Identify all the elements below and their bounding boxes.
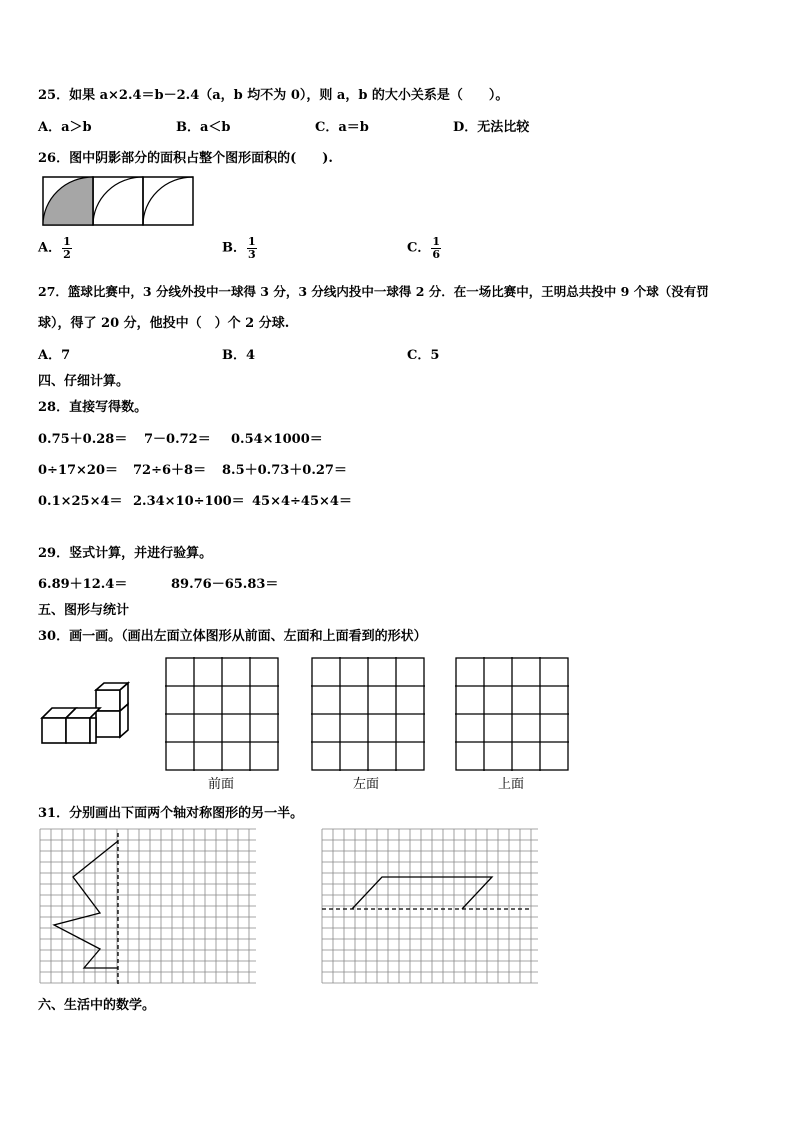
q26-option-c: C． $\frac{1}{6}$ [407, 235, 441, 261]
q29-item: 89.76－65.83＝ [171, 577, 279, 592]
q31-grid-left[interactable] [40, 829, 258, 985]
q28-stem: 28．直接写得数。 [38, 400, 148, 415]
q28-item: 0.75＋0.28＝ [38, 432, 128, 447]
q30-grid-front[interactable] [165, 657, 280, 772]
q30-cube-figure [40, 680, 132, 746]
fraction: $\frac{1}{2}$ [63, 235, 71, 261]
q30-caption-front: 前面 [208, 777, 235, 792]
q28-item: 7－0.72＝ [144, 432, 211, 447]
q28-item: 2.34×10÷100＝ [133, 494, 245, 509]
q26-option-a: A． $\frac{1}{2}$ [38, 235, 71, 261]
q30-grid-left[interactable] [311, 657, 426, 772]
q28-item: 0.1×25×4＝ [38, 494, 123, 509]
q25-option-d: D．无法比较 [453, 120, 530, 135]
q27-stem-line1: 27．篮球比赛中，3 分线外投中一球得 3 分，3 分线内投中一球得 2 分．在一场比赛中，王明总共投中 9 个球（没有罚 [38, 284, 709, 299]
q29-item: 6.89＋12.4＝ [38, 577, 128, 592]
section-4-heading: 四、仔细计算。 [38, 374, 130, 389]
q26-stem: 26．图中阴影部分的面积占整个图形面积的( ). [38, 151, 333, 166]
section-5-heading: 五、图形与统计 [38, 603, 130, 618]
q25-stem: 25．如果 a×2.4＝b－2.4（a，b 均不为 0），则 a，b 的大小关系是（ ）。 [38, 88, 509, 103]
q30-grid-top[interactable] [455, 657, 570, 772]
q30-stem: 30．画一画。（画出左面立体图形从前面、左面和上面看到的形状） [38, 629, 427, 644]
q29-stem: 29．竖式计算，并进行验算。 [38, 546, 213, 561]
q27-option-b: B．4 [222, 348, 256, 363]
section-6-heading: 六、生活中的数学。 [38, 998, 156, 1013]
q31-stem: 31．分别画出下面两个轴对称图形的另一半。 [38, 806, 304, 821]
q27-stem-line2: 球），得了 20 分，他投中（ ）个 2 分球. [38, 316, 290, 331]
q28-item: 0÷17×20＝ [38, 463, 119, 478]
q26-figure [42, 176, 194, 226]
fraction: $\frac{1}{3}$ [248, 235, 256, 261]
q30-caption-left: 左面 [353, 777, 380, 792]
fraction: $\frac{1}{6}$ [432, 235, 441, 261]
q28-item: 0.54×1000＝ [231, 432, 323, 447]
q27-option-c: C．5 [407, 348, 440, 363]
q25-option-c: C．a＝b [315, 120, 369, 135]
q28-item: 45×4÷45×4＝ [252, 494, 352, 509]
q31-grid-right[interactable] [322, 829, 540, 985]
q25-option-a: A．a＞b [38, 120, 92, 135]
q27-option-a: A．7 [38, 348, 71, 363]
q28-item: 8.5＋0.73＋0.27＝ [222, 463, 347, 478]
q30-caption-top: 上面 [498, 777, 525, 792]
q26-option-b: B． $\frac{1}{3}$ [222, 235, 256, 261]
q25-option-b: B．a＜b [176, 120, 231, 135]
q28-item: 72÷6＋8＝ [133, 463, 207, 478]
